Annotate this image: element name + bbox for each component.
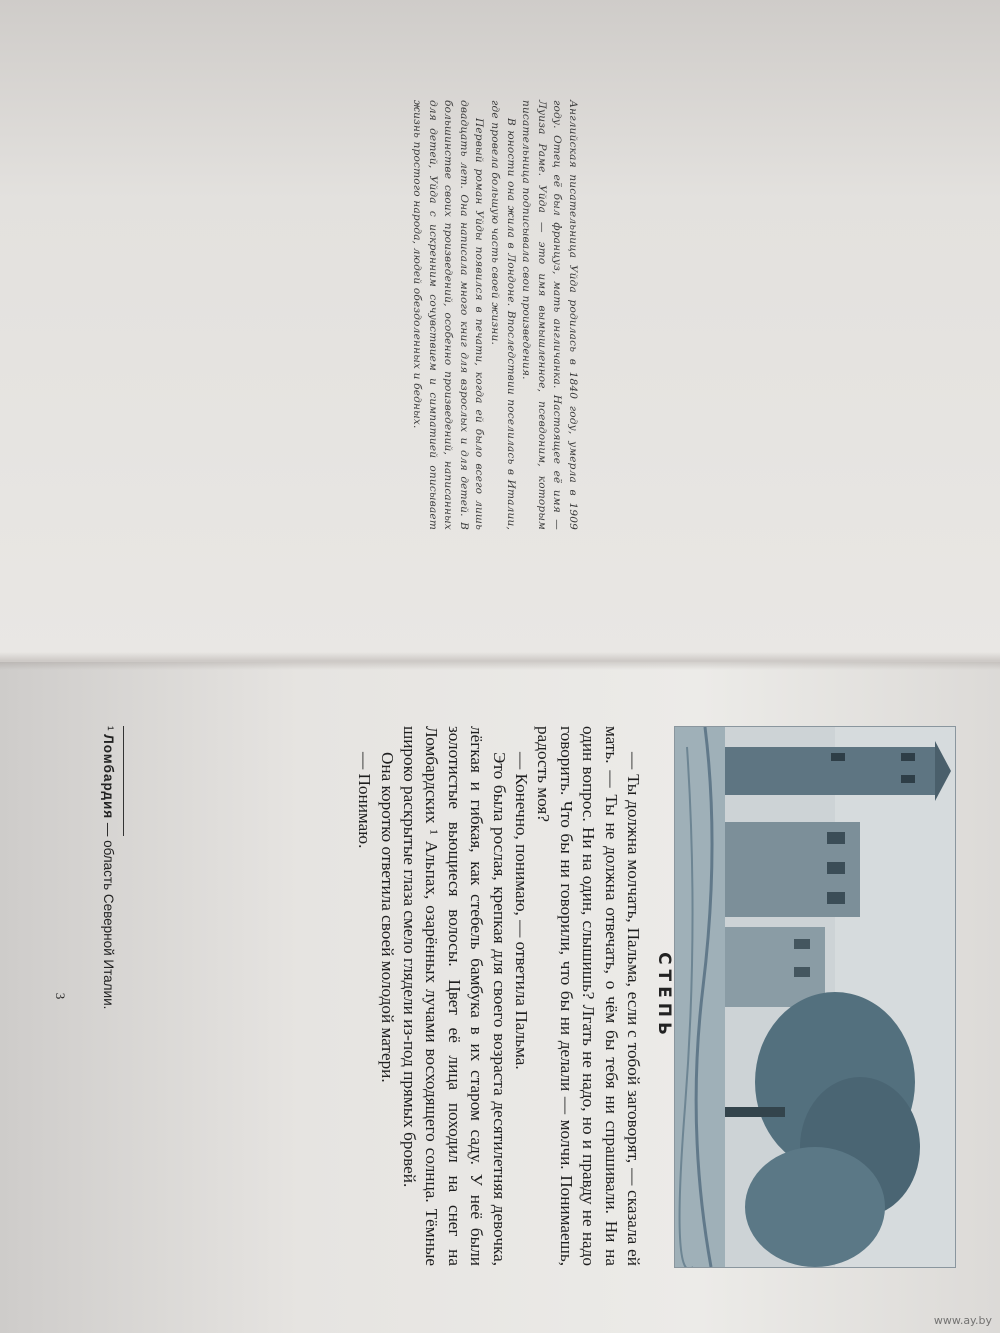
left-page	[0, 0, 1000, 662]
footnote-text: — область Северной Италии.	[101, 819, 116, 1010]
footnote-divider	[123, 726, 124, 836]
author-biography	[408, 100, 580, 530]
footnote-mark: ¹	[101, 726, 116, 731]
landscape-illustration	[674, 726, 956, 1268]
footnote-term: Ломбардия	[101, 734, 116, 820]
story-text	[353, 726, 644, 1266]
story-paragraph: Она коротко ответила своей молодой матери.	[377, 752, 397, 1083]
bio-paragraph: Первый роман Уйды появился в печати, когда ей было всего лишь двадцать лет. Она написала много книг для взрослых и для детей. В большинстве своих произведений, особенно произведений, написанных для детей, Уйда с искренним сочувствием и симпатией описывает жизнь простого народа, людей обездоленных и бедных.	[411, 100, 486, 530]
page-number: 3	[53, 992, 68, 1000]
story-paragraph: Это была рослая, крепкая для своего возраста десятилетняя девочка, лёгкая и гибкая, как стебель бамбука в их старом саду. У неё были золотистые вьющиеся волосы. Цвет её лица походил на снег на Ломбардских ¹ Альпах, озарённых лучами восходящего солнца. Тёмные широко раскрытые глаза смело глядели из-под прямых бровей.	[399, 726, 509, 1266]
bio-paragraph: В юности она жила в Лондоне. Впоследствии поселилась в Италии, где провела большую часть своей жизни.	[489, 100, 517, 530]
story-paragraph: — Понимаю.	[355, 752, 375, 849]
footnote	[101, 726, 116, 1266]
bio-paragraph: Английская писательница Уйда родилась в 1840 году, умерла в 1909 году. Отец её был француз, мать англичанка. Настоящее её имя — Луиза Раме. Уйда — это имя вымышленное, псевдоним, которым писательница подписывала свои произведения.	[520, 100, 579, 530]
story-paragraph: — Ты должна молчать, Пальма, если с тобой заговорят, — сказала ей мать. — Ты не должна отвечать, о чём бы тебя ни спрашивали. Ни на один вопрос. Ни на один, слышишь? Лгать не надо, но и правду не надо говорить. Что бы ни говорили, что бы ни делали — молчи. Понимаешь, радость моя?	[534, 726, 643, 1266]
right-page	[0, 666, 1000, 1333]
story-title: СТЕПЬ	[654, 952, 674, 1040]
story-paragraph: — Конечно, понимаю, — ответила Пальма.	[511, 752, 531, 1070]
watermark: www.ay.by	[933, 1314, 992, 1327]
